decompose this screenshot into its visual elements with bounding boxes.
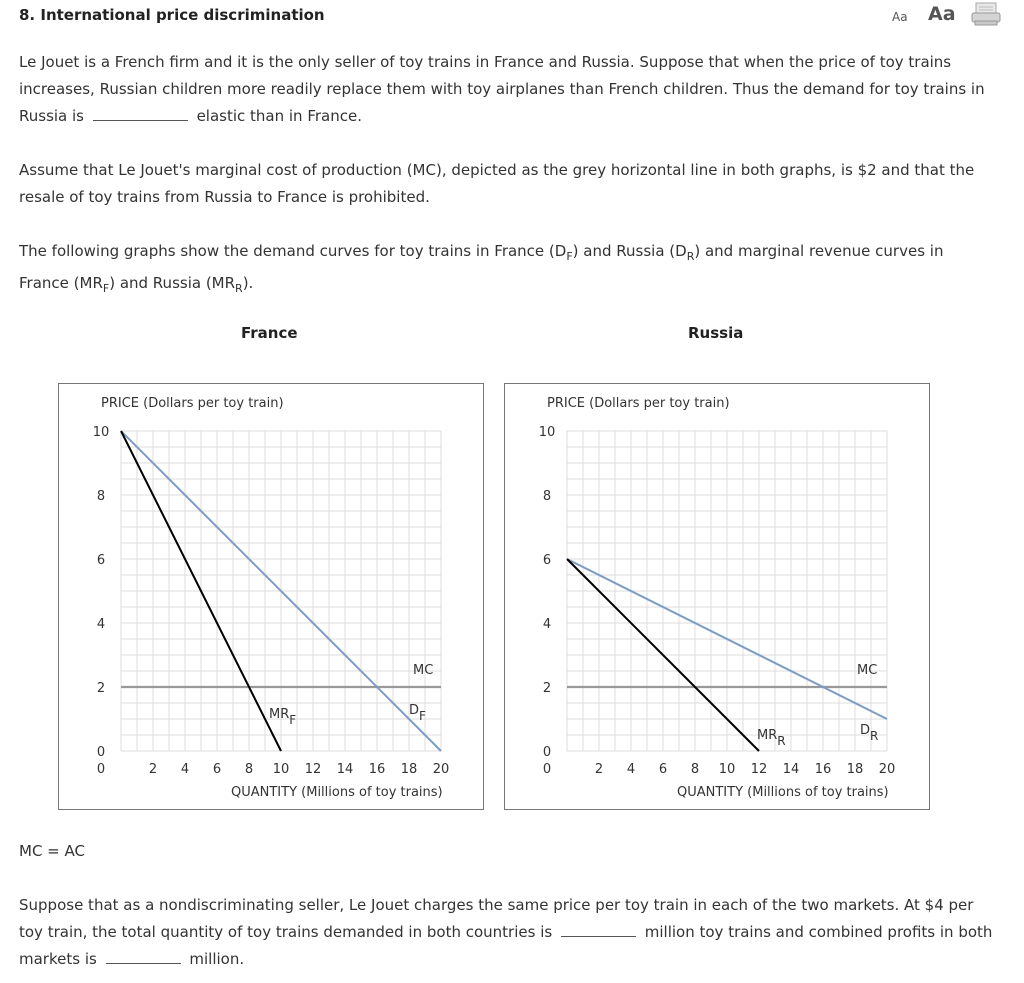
p3-sub-r2: R bbox=[235, 282, 243, 295]
france-chart-panel[interactable] bbox=[58, 383, 484, 810]
x-tick-label: 6 bbox=[212, 762, 222, 777]
p3-sub-r: R bbox=[686, 250, 695, 263]
mc-label: MC bbox=[857, 663, 878, 678]
x-tick-label: 4 bbox=[626, 762, 636, 777]
p3-text-b: ) and Russia (D bbox=[572, 242, 687, 260]
x-axis-label: QUANTITY (Millions of toy trains) bbox=[231, 785, 443, 800]
question-paragraph bbox=[19, 892, 994, 973]
font-size-small-button[interactable]: Aa bbox=[892, 10, 908, 24]
x-tick-label: 2 bbox=[148, 762, 158, 777]
x-tick-label: 14 bbox=[782, 762, 800, 777]
y-tick-label: 6 bbox=[96, 553, 106, 568]
combined-profit-answer-blank[interactable] bbox=[106, 948, 181, 964]
y-tick-label: 0 bbox=[96, 745, 106, 760]
russia-chart-panel[interactable] bbox=[504, 383, 930, 810]
x-tick-label: 20 bbox=[878, 762, 896, 777]
p3-text-d: ) and Russia (MR bbox=[109, 274, 236, 292]
x-tick-label: 0 bbox=[96, 762, 106, 777]
x-tick-label: 4 bbox=[180, 762, 190, 777]
p3-sub-f2: F bbox=[102, 282, 110, 295]
total-quantity-answer-blank[interactable] bbox=[561, 921, 636, 937]
x-tick-label: 12 bbox=[750, 762, 768, 777]
mrf-label: MRF bbox=[269, 707, 297, 727]
x-tick-label: 12 bbox=[304, 762, 322, 777]
y-tick-label: 2 bbox=[542, 681, 552, 696]
y-tick-label: 8 bbox=[96, 489, 106, 504]
y-tick-label: 0 bbox=[542, 745, 552, 760]
p3-text-a: The following graphs show the demand curves for toy trains in France (D bbox=[19, 242, 567, 260]
x-tick-label: 8 bbox=[690, 762, 700, 777]
x-tick-label: 16 bbox=[814, 762, 832, 777]
y-tick-label: 8 bbox=[542, 489, 552, 504]
font-size-large-button[interactable]: Aa bbox=[928, 3, 956, 25]
france-chart[interactable] bbox=[59, 384, 483, 809]
p3-text-c: ) and marginal revenue curves in France (MR bbox=[19, 242, 944, 292]
dr-label: DR bbox=[860, 723, 879, 743]
x-tick-label: 0 bbox=[542, 762, 552, 777]
russia-chart-title: Russia bbox=[688, 324, 744, 342]
x-tick-label: 18 bbox=[846, 762, 864, 777]
y-axis-label: PRICE (Dollars per toy train) bbox=[547, 396, 730, 411]
x-tick-label: 18 bbox=[400, 762, 418, 777]
y-tick-label: 6 bbox=[542, 553, 552, 568]
france-chart-title: France bbox=[241, 324, 298, 342]
p3-sub-f: F bbox=[566, 250, 573, 263]
russia-chart[interactable] bbox=[505, 384, 929, 809]
p3-text-e: ). bbox=[242, 274, 254, 292]
x-tick-label: 10 bbox=[272, 762, 290, 777]
intro-paragraph-3 bbox=[19, 238, 994, 302]
x-tick-label: 8 bbox=[244, 762, 254, 777]
y-tick-label: 4 bbox=[542, 617, 552, 632]
intro-text-a: Le Jouet is a French firm and it is the only seller of toy trains in France and Russia. Suppose that when the price of toy trains increases, Russian children more readily replace them with toy airplanes than French children. Thus the demand for toy trains in Russia is bbox=[19, 53, 985, 125]
mrr-label: MRR bbox=[757, 728, 786, 748]
x-tick-label: 16 bbox=[368, 762, 386, 777]
question-text-b: million toy trains and combined profits in both markets is bbox=[19, 923, 993, 968]
x-tick-label: 10 bbox=[718, 762, 736, 777]
df-label: DF bbox=[409, 703, 426, 723]
intro-paragraph-2: Assume that Le Jouet's marginal cost of production (MC), depicted as the grey horizontal line in both graphs, is $2 and that the resale of toy trains from Russia to France is prohibited. bbox=[19, 161, 975, 206]
question-text-c: million. bbox=[189, 950, 245, 968]
x-tick-label: 6 bbox=[658, 762, 668, 777]
elasticity-answer-blank[interactable] bbox=[93, 105, 188, 121]
y-tick-label: 4 bbox=[96, 617, 106, 632]
x-tick-label: 2 bbox=[594, 762, 604, 777]
y-tick-label: 10 bbox=[538, 425, 556, 440]
y-tick-label: 2 bbox=[96, 681, 106, 696]
y-axis-label: PRICE (Dollars per toy train) bbox=[101, 396, 284, 411]
mc-label: MC bbox=[413, 663, 434, 678]
x-axis-label: QUANTITY (Millions of toy trains) bbox=[677, 785, 889, 800]
x-tick-label: 14 bbox=[336, 762, 354, 777]
x-tick-label: 20 bbox=[432, 762, 450, 777]
question-text-a: Suppose that as a nondiscriminating seller, Le Jouet charges the same price per toy train in each of the two markets. At $4 per toy train, the total quantity of toy trains demanded in both countries is bbox=[19, 896, 974, 941]
intro-paragraph-1 bbox=[19, 49, 994, 130]
print-icon[interactable] bbox=[971, 2, 1001, 30]
page-title: 8. International price discrimination bbox=[19, 6, 325, 24]
intro-text-b: elastic than in France. bbox=[196, 107, 362, 125]
y-tick-label: 10 bbox=[92, 425, 110, 440]
mc-ac-label: MC = AC bbox=[19, 842, 85, 860]
